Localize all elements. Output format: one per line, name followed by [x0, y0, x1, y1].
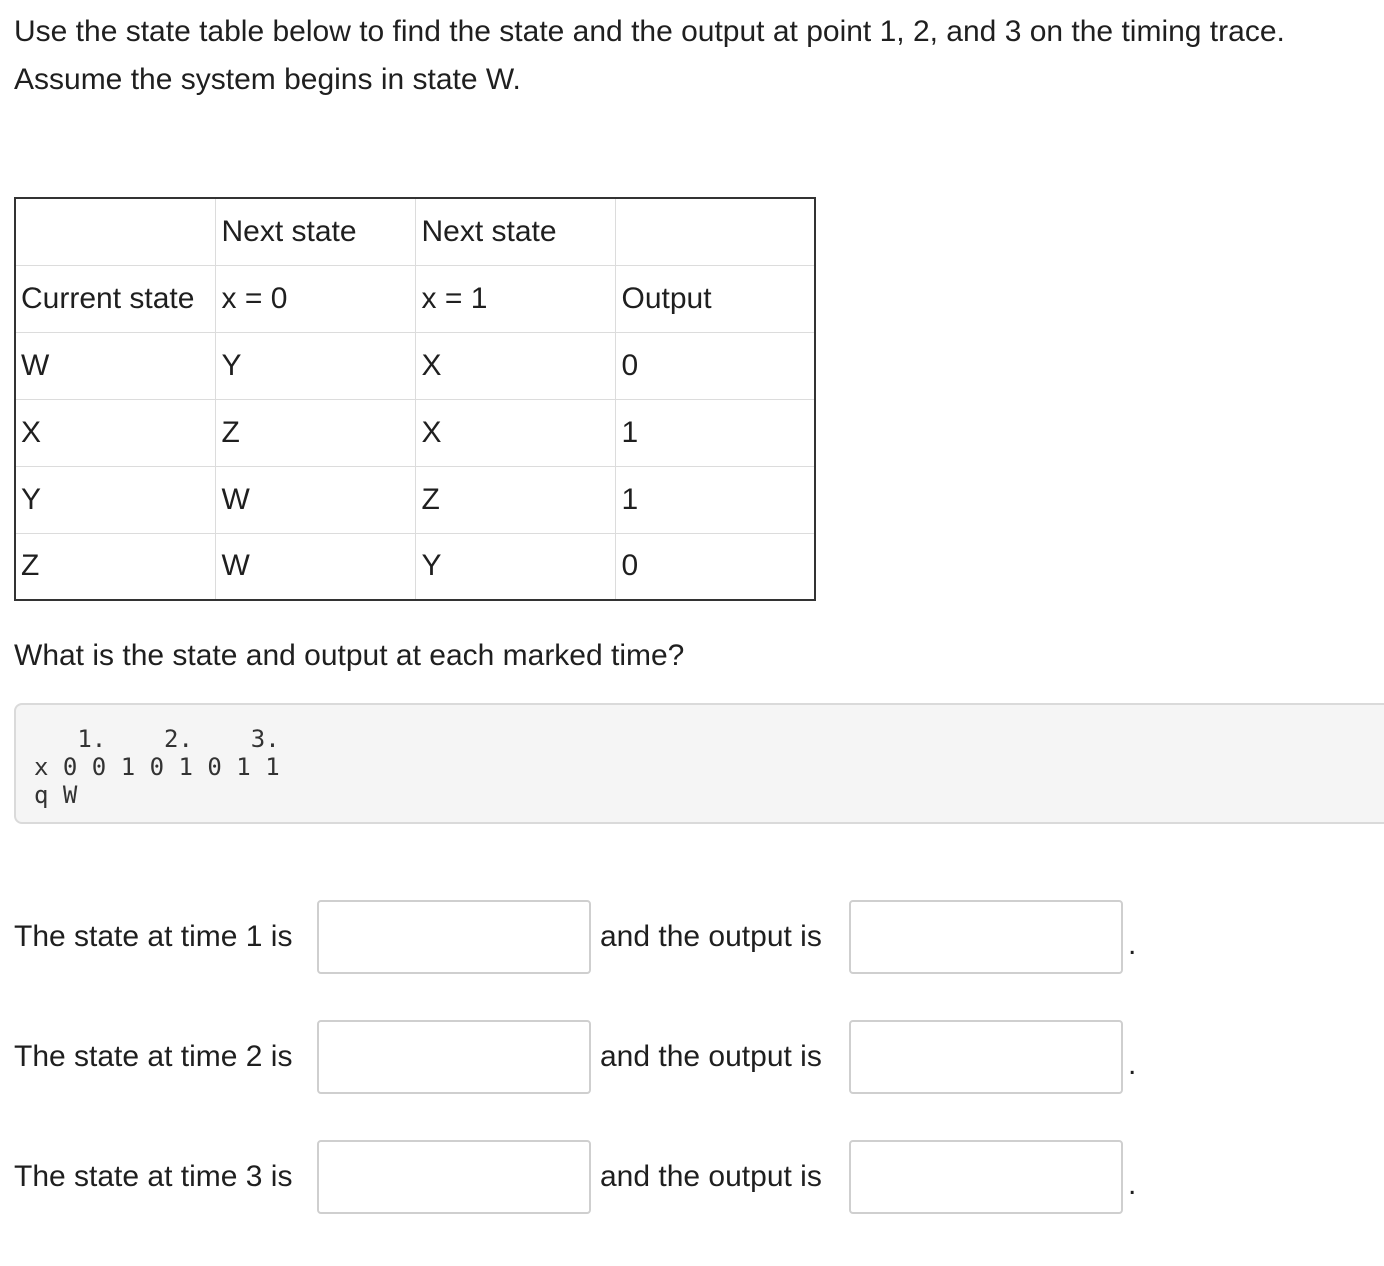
- table-cell: X: [415, 399, 615, 466]
- table-cell: W: [15, 332, 215, 399]
- table-header-row: [15, 265, 815, 332]
- table-cell: 1: [615, 466, 815, 533]
- table-cell: W: [215, 466, 415, 533]
- state-label: The state at time 3 is: [14, 1160, 293, 1193]
- question-text: What is the state and output at each marked time?: [14, 639, 685, 672]
- table-cell: Current state: [15, 265, 215, 332]
- table-cell: x = 0: [215, 265, 415, 332]
- instructions-line-2: Assume the system begins in state W.: [14, 63, 521, 96]
- output-time-2-input[interactable]: [849, 1020, 1123, 1094]
- table-cell: Z: [215, 399, 415, 466]
- table-cell: Output: [615, 265, 815, 332]
- output-time-1-input[interactable]: [849, 900, 1123, 974]
- state-table: [14, 197, 816, 601]
- table-cell: 0: [615, 533, 815, 600]
- table-row: [15, 399, 815, 466]
- table-row: [15, 466, 815, 533]
- timing-trace: [34, 725, 280, 809]
- table-header-row: [15, 198, 815, 265]
- answer-row-time-2: [14, 1020, 1164, 1094]
- answer-row-time-3: [14, 1140, 1164, 1214]
- table-cell: [15, 198, 215, 265]
- table-row: [15, 332, 815, 399]
- trace-q-line: q W: [34, 781, 78, 809]
- table-cell: x = 1: [415, 265, 615, 332]
- instructions-line-1: Use the state table below to find the state and the output at point 1, 2, and 3 on the timing trace.: [14, 15, 1285, 48]
- table-cell: Next state: [215, 198, 415, 265]
- table-cell: Y: [15, 466, 215, 533]
- trace-markers: 1. 2. 3.: [34, 725, 280, 753]
- state-time-2-input[interactable]: [317, 1020, 591, 1094]
- table-cell: Y: [215, 332, 415, 399]
- period: .: [1128, 928, 1137, 961]
- table-cell: 1: [615, 399, 815, 466]
- state-label: The state at time 1 is: [14, 920, 293, 953]
- table-cell: Next state: [415, 198, 615, 265]
- answer-row-time-1: [14, 900, 1164, 974]
- table-cell: Y: [415, 533, 615, 600]
- state-time-1-input[interactable]: [317, 900, 591, 974]
- table-row: [15, 533, 815, 600]
- state-time-3-input[interactable]: [317, 1140, 591, 1214]
- period: .: [1128, 1168, 1137, 1201]
- table-cell: X: [415, 332, 615, 399]
- table-cell: X: [15, 399, 215, 466]
- output-label: and the output is: [600, 1040, 822, 1073]
- state-label: The state at time 2 is: [14, 1040, 293, 1073]
- output-time-3-input[interactable]: [849, 1140, 1123, 1214]
- trace-x-line: x 0 0 1 0 1 0 1 1: [34, 753, 280, 781]
- table-cell: W: [215, 533, 415, 600]
- table-cell: [615, 198, 815, 265]
- table-cell: Z: [415, 466, 615, 533]
- period: .: [1128, 1048, 1137, 1081]
- timing-trace-box: [14, 703, 1384, 824]
- output-label: and the output is: [600, 920, 822, 953]
- instructions: [14, 8, 1384, 104]
- table-cell: Z: [15, 533, 215, 600]
- table-cell: 0: [615, 332, 815, 399]
- output-label: and the output is: [600, 1160, 822, 1193]
